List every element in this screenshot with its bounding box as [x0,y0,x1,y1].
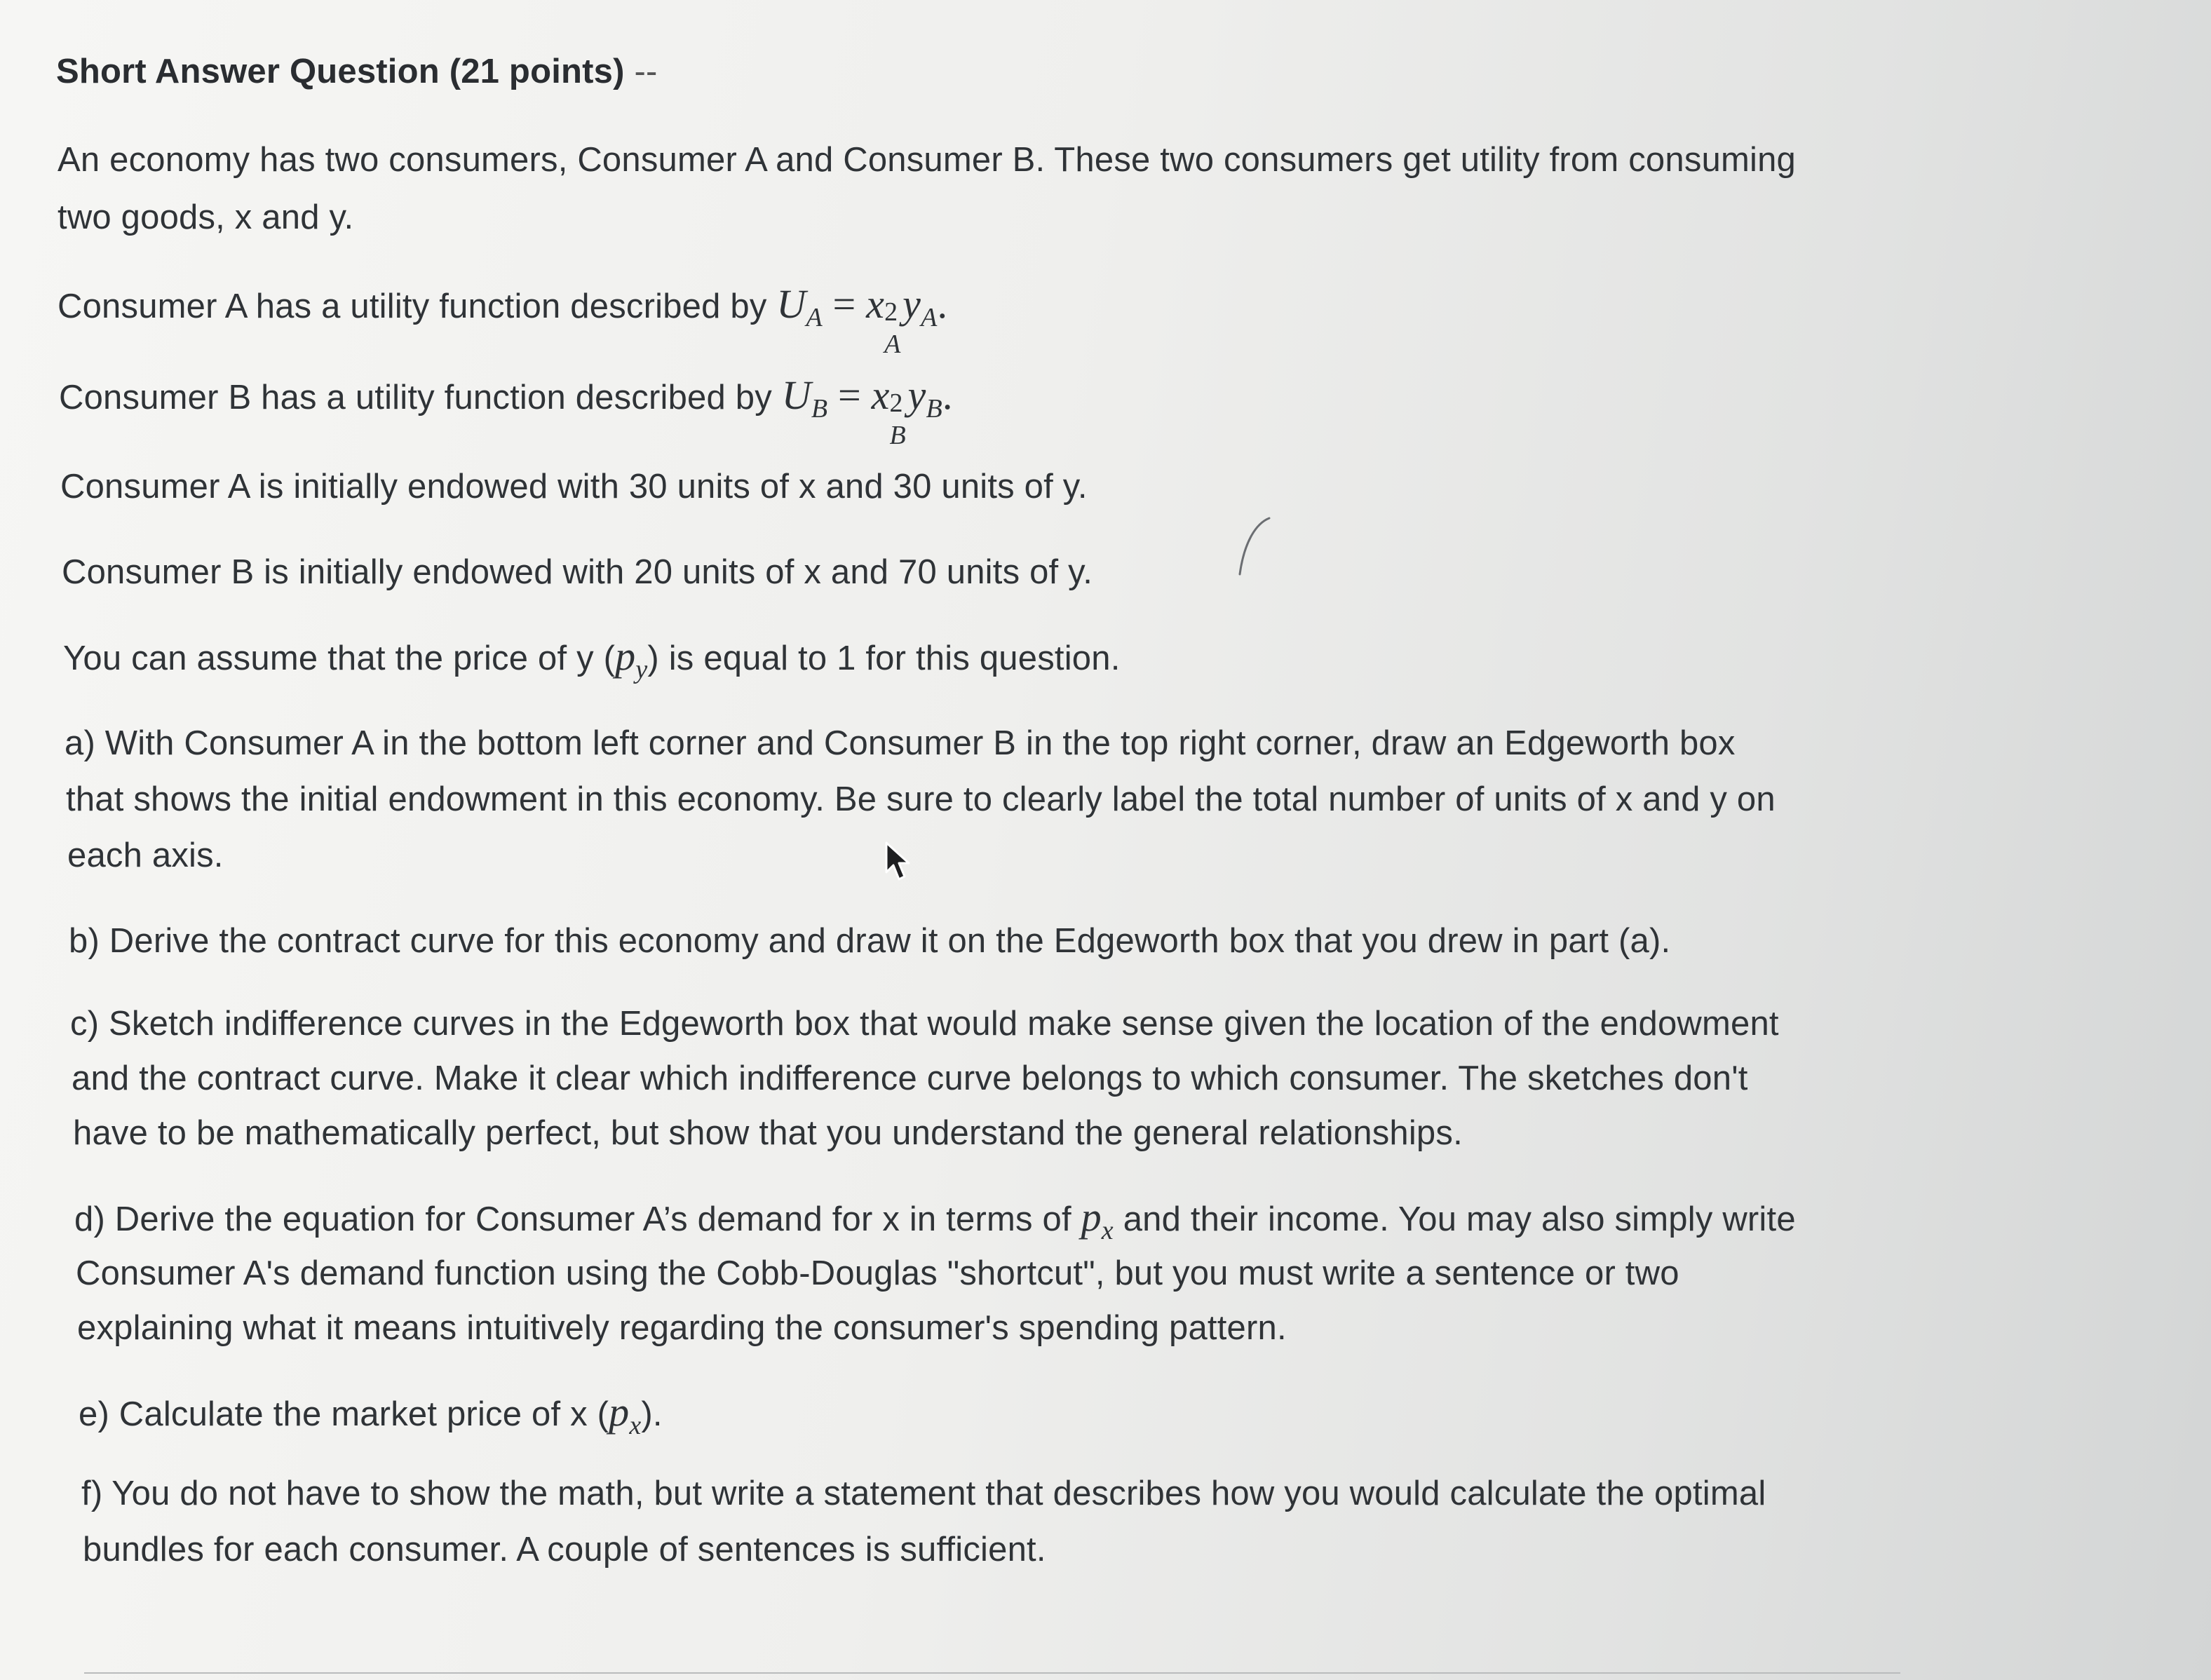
pen-stroke-mark [1234,515,1276,578]
price-y-symbol: $p_y$ [615,633,648,684]
intro-line-1: An economy has two consumers, Consumer A and Consumer B. These two consumers get utility from consuming [58,141,1796,179]
part-b-line-1: b) Derive the contract curve for this economy and draw it on the Edgeworth box that you drew in part (a). [69,922,1671,960]
mouse-pointer-icon [885,841,913,883]
utility-b-formula: $U_B = x$ 2 B $y_B$. [781,372,953,450]
part-e-line-1: e) Calculate the market price of x $(p_x)$. [79,1389,663,1440]
part-c-line-2: and the contract curve. Make it clear which indifference curve belongs to which consumer. The sketches don't [72,1059,1748,1097]
part-d-line-1: d) Derive the equation for Consumer A’s demand for x in terms of $p_x$ and their income. You may also simply write [74,1194,1796,1245]
intro-line-2: two goods, x and y. [58,198,354,236]
price-y-statement: You can assume that the price of y $(p_y)$ is equal to 1 for this question. [63,633,1121,684]
part-c-line-3: have to be mathematically perfect, but show that you understand the general relationships. [73,1114,1463,1152]
utility-a-statement: Consumer A has a utility function described by $U_A = x$ 2 A $y_A$. [58,281,948,359]
part-d-line-3: explaining what it means intuitively regarding the consumer's spending pattern. [77,1309,1287,1347]
part-c-line-1: c) Sketch indifference curves in the Edgeworth box that would make sense given the location of the endowment [70,1005,1779,1043]
part-f-line-1: f) You do not have to show the math, but write a statement that describes how you would calculate the optimal [81,1475,1766,1512]
endowment-b: Consumer B is initially endowed with 20 units of x and 70 units of y. [62,553,1093,591]
price-x-symbol: $p_x$ [1081,1194,1114,1245]
utility-a-formula: $U_A = x$ 2 A $y_A$. [776,281,948,359]
part-a-line-1: a) With Consumer A in the bottom left corner and Consumer B in the top right corner, draw an Edgeworth box [65,724,1736,762]
part-a-line-2: that shows the initial endowment in this economy. Be sure to clearly label the total number of units of x and y on [66,780,1776,818]
price-x-symbol: $p_x$ [609,1389,642,1440]
endowment-a: Consumer A is initially endowed with 30 units of x and 30 units of y. [60,468,1088,506]
question-title: Short Answer Question (21 points) -- [56,53,658,90]
answer-divider [84,1672,1900,1674]
utility-b-statement: Consumer B has a utility function described by $U_B = x$ 2 B $y_B$. [59,372,953,450]
part-f-line-2: bundles for each consumer. A couple of sentences is sufficient. [83,1531,1046,1569]
part-d-line-2: Consumer A's demand function using the Cobb-Douglas "shortcut", but you must write a sentence or two [76,1254,1679,1292]
part-a-line-3: each axis. [67,836,224,874]
